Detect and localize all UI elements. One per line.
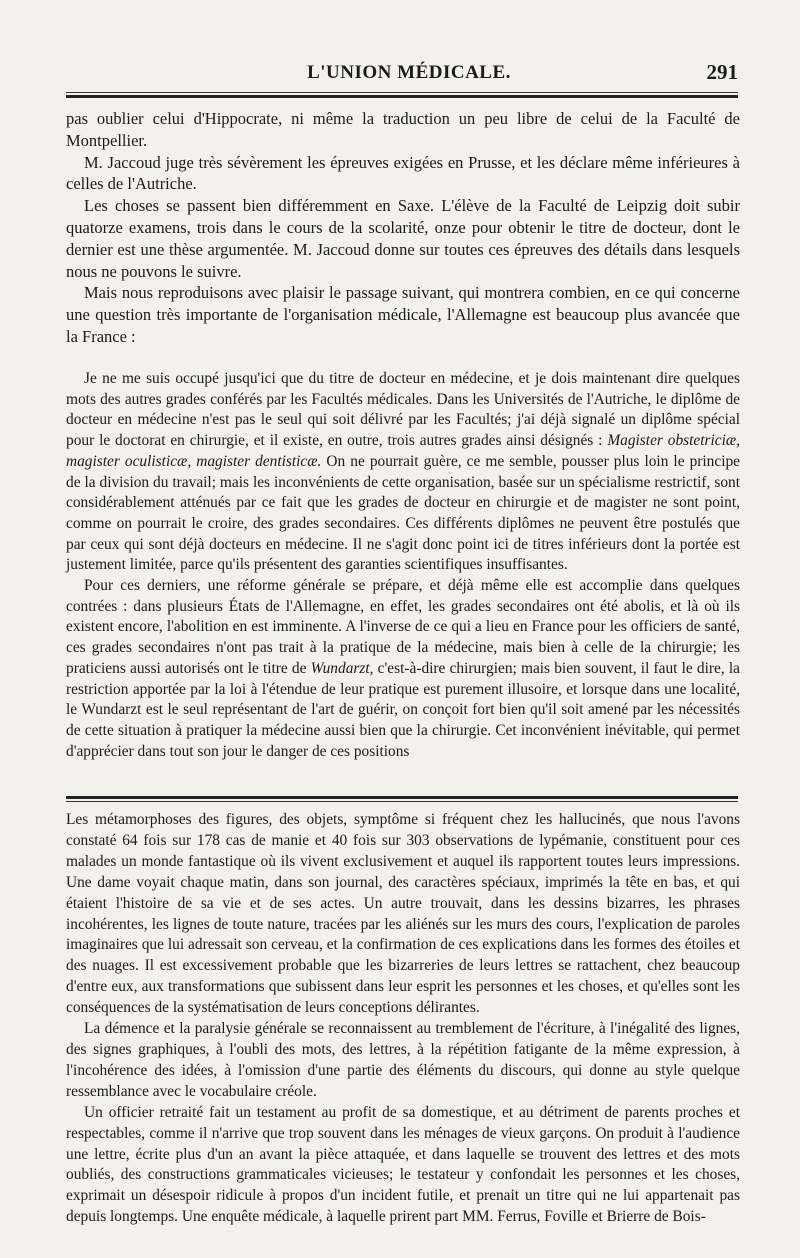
paragraph: La démence et la paralysie générale se reconnaissent au tremblement de l'écriture, à l'inégalité des lignes, des signes graphiques, à l'oubli des mots, des lettres, à la répétition fatigante de la même expression, à l'incohérence des idées, à l'omission d'une partie des éléments du discours, qui donne au style quelque ressemblance avec le vocabulaire créole. — [66, 1020, 740, 1100]
text-run: On ne pourrait guère, ce me semble, pousser plus loin le principe de la division du travail; mais les inconvénients de cette organisation, basée sur un spécialisme restrictif, sont considérablement atténués par ce fait que les grades de docteur en chirurgie et de magister ne sont point, comme on pourrait le croire, des grades secondaires. Ces différents diplômes ne peuvent être postulés que par ceux qui sont déjà docteurs en médecine. Il ne s'agit donc point ici de titres inférieurs dont la portée est justement limitée, parce qu'ils présentent des garanties scientifiques insuffisantes. — [66, 452, 740, 574]
paragraph: M. Jaccoud juge très sévèrement les épreuves exigées en Prusse, et les déclare même inférieures à celles de l'Autriche. — [66, 152, 740, 194]
header-rule — [66, 92, 738, 93]
page-number: 291 — [706, 60, 738, 84]
paragraph: pas oublier celui d'Hippocrate, ni même la traduction un peu libre de celui de la Faculté de Montpellier. — [66, 109, 740, 150]
paragraph: Un officier retraité fait un testament au profit de sa domestique, et au détriment de parents proches et respectables, comme il n'arrive que trop souvent dans les ménages de vieux garçons. On produit à l'audience une lettre, écrite plus d'un an avant la pièce attaquée, et dans laquelle se trouvent des lettres et des mots oubliés, des constructions grammaticales vicieuses; le testateur y confondait les personnes et les choses, exprimait un désespoir ridicule à propos d'un incident futile, et prenait un titre qui ne lui appartenait pas depuis longtemps. Une enquête médicale, à laquelle prirent part MM. Ferrus, Foville et Brierre de Bois- — [66, 1103, 740, 1226]
text-run: Pour ces derniers, une réforme générale se prépare, et déjà même elle est accomplie dans quelques contrées : dans plusieurs États de l'Allemagne, en effet, les grades secondaires ont été abolis, et là où ils existent encore, l'abolition en est imminente. A l'inverse de ce qui a lieu en France pour les officiers de santé, ces grades secondaires n'ont pas trait à la pratique de la médecine, mais bien à celle de la chirurgie; les praticiens aussi autorisés ont le titre de — [66, 577, 740, 677]
text-run: Je ne me suis occupé jusqu'ici que du titre de docteur en médecine, et je dois maintenant dire quelques mots des autres grades conférés par les Facultés médicales. Dans les Universités de l'Autriche, le diplôme de docteur en médecine n'est pas le seul qui soit délivré par les Facultés; j'ai déjà signalé un diplôme spécial pour le doctorat en chirurgie, et il existe, en outre, trois autres grades ainsi désignés : — [66, 370, 740, 450]
feuilleton-rule — [66, 801, 738, 802]
journal-title: L'UNION MÉDICALE. — [307, 62, 511, 83]
paragraph: Les choses se passent bien différemment en Saxe. L'élève de la Faculté de Leipzig doit subir quatorze examens, trois dans le cours de la scolarité, onze pour obtenir le titre de docteur, dont le dernier est une thèse argumentée. M. Jaccoud donne sur toutes ces épreuves des détails dans lesquels nous ne pouvons le suivre. — [66, 196, 740, 281]
emphasis-text: Wundarzt, — [310, 659, 374, 677]
paragraph: Les métamorphoses des figures, des objets, symptôme si fréquent chez les hallucinés, que nous l'avons constaté 64 fois sur 178 cas de manie et 40 fois sur 303 observations de lypémanie, constituent pour ces malades un monde fantastique où ils vivent exclusivement et auquel ils rapportent toutes leurs impressions. Une dame voyait chaque matin, dans son journal, des caractères spéciaux, imprimés la tête en bas, et qui étaient l'histoire de sa vie et de ses actes. Un autre trouvait, dans les dessins bizarres, les phrases incohérentes, les lignes de toute nature, tracées par les aliénés sur les murs des cours, l'explication de paroles imaginaires que lui adressait son cerveau, et la confirmation de ces explications dans les formes des étoiles et des nuages. Il est excessivement probable que les bizarreries de leurs lettres se rattachent, chez beaucoup d'entre eux, aux transformations que subissent dans leur esprit les personnes et les choses, et qu'elles sont les conséquences de la systématisation de leurs conceptions délirantes. — [66, 811, 740, 1017]
quoted-passage — [66, 369, 740, 762]
main-text — [66, 108, 740, 348]
text-run: c'est-à-dire chirurgien; mais bien souvent, il faut le dire, la restriction apportée par la loi à l'étendue de leur pratique est purement illusoire, et lorsque dans une localité, le Wundarzt est le seul représentant de l'art de guérir, on conçoit fort bien qu'il soit amené par les nécessités de cette situation à pratiquer la médecine aussi bien que la chirurgie. Cet inconvénient inévitable, qui permet d'apprécier dans tout son jour le danger de ces positions — [66, 659, 740, 760]
feuilleton-text — [66, 810, 740, 1228]
emphasis-text: Magister obstetriciæ, magister oculisticæ, magister dentisticæ. — [66, 432, 741, 470]
paragraph: Mais nous reproduisons avec plaisir le passage suivant, qui montrera combien, en ce qui concerne une question très importante de l'organisation médicale, l'Allemagne est beaucoup plus avancée que la France : — [66, 283, 740, 346]
header-rule-thick — [66, 95, 738, 98]
quote-paragraph — [66, 369, 740, 576]
feuilleton-rule-thick — [66, 796, 738, 799]
running-header — [80, 58, 738, 88]
quote-paragraph — [66, 576, 740, 762]
